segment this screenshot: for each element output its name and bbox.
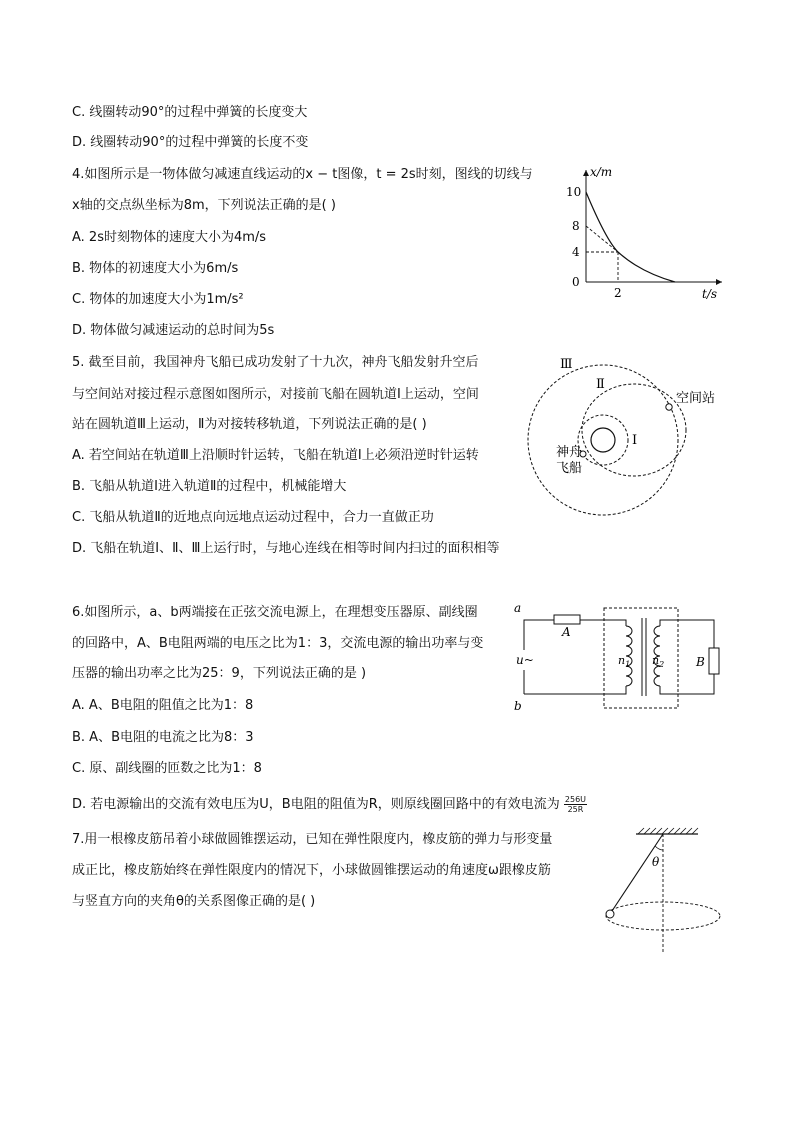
q5-stem-line2: 与空间站对接过程示意图如图所示，对接前飞船在圆轨道Ⅰ上运动，空间 <box>72 387 479 402</box>
x-tick-2: 2 <box>614 286 622 300</box>
q4-stem-line1: 4.如图所示是一物体做匀减速直线运动的x − t图像，t = 2s时刻，图线的切线与 <box>72 167 533 182</box>
primary-coil <box>626 626 632 686</box>
q5-stem-line3: 站在圆轨道Ⅲ上运动，Ⅱ为对接转移轨道，下列说法正确的是( ) <box>72 417 427 432</box>
resistor-a-label: A <box>562 625 571 639</box>
q6-stem-line2: 的回路中，A、B电阻两端的电压之比为1：3，交流电源的输出功率与变 <box>72 636 484 651</box>
orbit-1-label: Ⅰ <box>632 433 638 448</box>
source-label: u~ <box>516 653 534 667</box>
q6-option-d-text: D. 若电源输出的交流有效电压为U，B电阻的阻值为R，则原线圈回路中的有效电流为 <box>72 797 560 812</box>
secondary-wire-top <box>660 620 714 648</box>
q5-option-b: B. 飞船从轨道Ⅰ进入轨道Ⅱ的过程中，机械能增大 <box>72 479 347 494</box>
primary-wire-top-right <box>580 620 626 626</box>
q6-transformer-circuit <box>510 598 728 716</box>
q7-stem-line2: 成正比，橡皮筋始终在弹性限度内的情况下，小球做圆锥摆运动的角速度ω跟橡皮筋 <box>72 863 551 878</box>
terminal-a-label: a <box>514 601 522 615</box>
terminal-b-label: b <box>514 699 522 713</box>
secondary-wire-bottom <box>660 674 714 694</box>
orbit-1 <box>578 415 628 465</box>
tangent-line <box>586 226 618 252</box>
earth <box>591 428 615 452</box>
primary-wire-top-left <box>524 620 554 624</box>
n1-label: $n_1$ <box>618 654 631 669</box>
theta-label: θ <box>652 855 660 869</box>
resistor-b <box>709 648 719 674</box>
q7-conical-pendulum <box>598 826 728 958</box>
q6-option-b: B. A、B电阻的电流之比为8：3 <box>72 730 254 745</box>
q5-option-c: C. 飞船从轨道Ⅱ的近地点向远地点运动过程中，合力一直做正功 <box>72 510 434 525</box>
q4-option-a: A. 2s时刻物体的速度大小为4m/s <box>72 230 267 245</box>
q6-fraction <box>564 795 587 814</box>
q6-stem-line3: 压器的输出功率之比为25：9，下列说法正确的是 ) <box>72 666 367 681</box>
y-tick-0: 0 <box>572 275 580 289</box>
resistor-a <box>554 615 580 624</box>
x-axis-label: t/s <box>702 287 718 301</box>
space-station-label: 空间站 <box>676 391 716 406</box>
q5-orbit-diagram <box>520 348 734 532</box>
resistor-b-label: B <box>696 655 705 669</box>
q4-option-b: B. 物体的初速度大小为6m/s <box>72 261 239 276</box>
q7-stem-line3: 与竖直方向的夹角θ的关系图像正确的是( ) <box>72 894 316 909</box>
q3-option-c: C. 线圈转动90°的过程中弹簧的长度变大 <box>72 105 308 120</box>
ball <box>606 910 614 918</box>
q4-xt-graph <box>560 160 730 302</box>
transformer-boundary <box>604 608 678 708</box>
q3-option-d: D. 线圈转动90°的过程中弹簧的长度不变 <box>72 135 309 150</box>
y-tick-8: 8 <box>572 219 580 233</box>
q6-option-a: A. A、B电阻的阻值之比为1：8 <box>72 698 254 713</box>
y-tick-10: 10 <box>566 185 582 199</box>
q4-stem-line2: x轴的交点纵坐标为8m，下列说法正确的是( ) <box>72 198 336 213</box>
orbit-2-label: Ⅱ <box>596 377 605 392</box>
angle-arc <box>655 846 663 850</box>
q4-option-d: D. 物体做匀减速运动的总时间为5s <box>72 323 275 338</box>
q6-fraction-denominator: 25R <box>567 805 584 814</box>
y-tick-4: 4 <box>572 245 580 259</box>
q6-option-d <box>72 795 587 814</box>
q6-stem-line1: 6.如图所示，a、b两端接在正弦交流电源上，在理想变压器原、副线圈 <box>72 605 478 620</box>
space-station-marker <box>666 404 672 410</box>
q5-stem-line1: 5. 截至目前，我国神舟飞船已成功发射了十九次，神舟飞船发射升空后 <box>72 355 479 370</box>
q6-option-c: C. 原、副线圈的匝数之比为1：8 <box>72 761 262 776</box>
q5-option-d: D. 飞船在轨道Ⅰ、Ⅱ、Ⅲ上运行时，与地心连线在相等时间内扫过的面积相等 <box>72 541 500 556</box>
orbit-2 <box>582 384 686 476</box>
q4-option-c: C. 物体的加速度大小为1m/s² <box>72 292 244 307</box>
spacecraft-label-line1: 神舟 <box>556 445 583 460</box>
q6-fraction-numerator: 256U <box>564 795 587 804</box>
spacecraft-label-line2: 飞船 <box>556 461 583 476</box>
primary-wire-bottom <box>524 686 626 694</box>
q5-option-a: A. 若空间站在轨道Ⅲ上沿顺时针运转，飞船在轨道Ⅰ上必须沿逆时针运转 <box>72 448 479 463</box>
orbit-3-label: Ⅲ <box>560 357 573 372</box>
y-axis-label: x/m <box>590 165 613 179</box>
n2-label: $n_2$ <box>652 654 665 669</box>
ceiling-hatch <box>638 828 698 834</box>
q7-stem-line1: 7.用一根橡皮筋吊着小球做圆锥摆运动，已知在弹性限度内，橡皮筋的弹力与形变量 <box>72 832 553 847</box>
